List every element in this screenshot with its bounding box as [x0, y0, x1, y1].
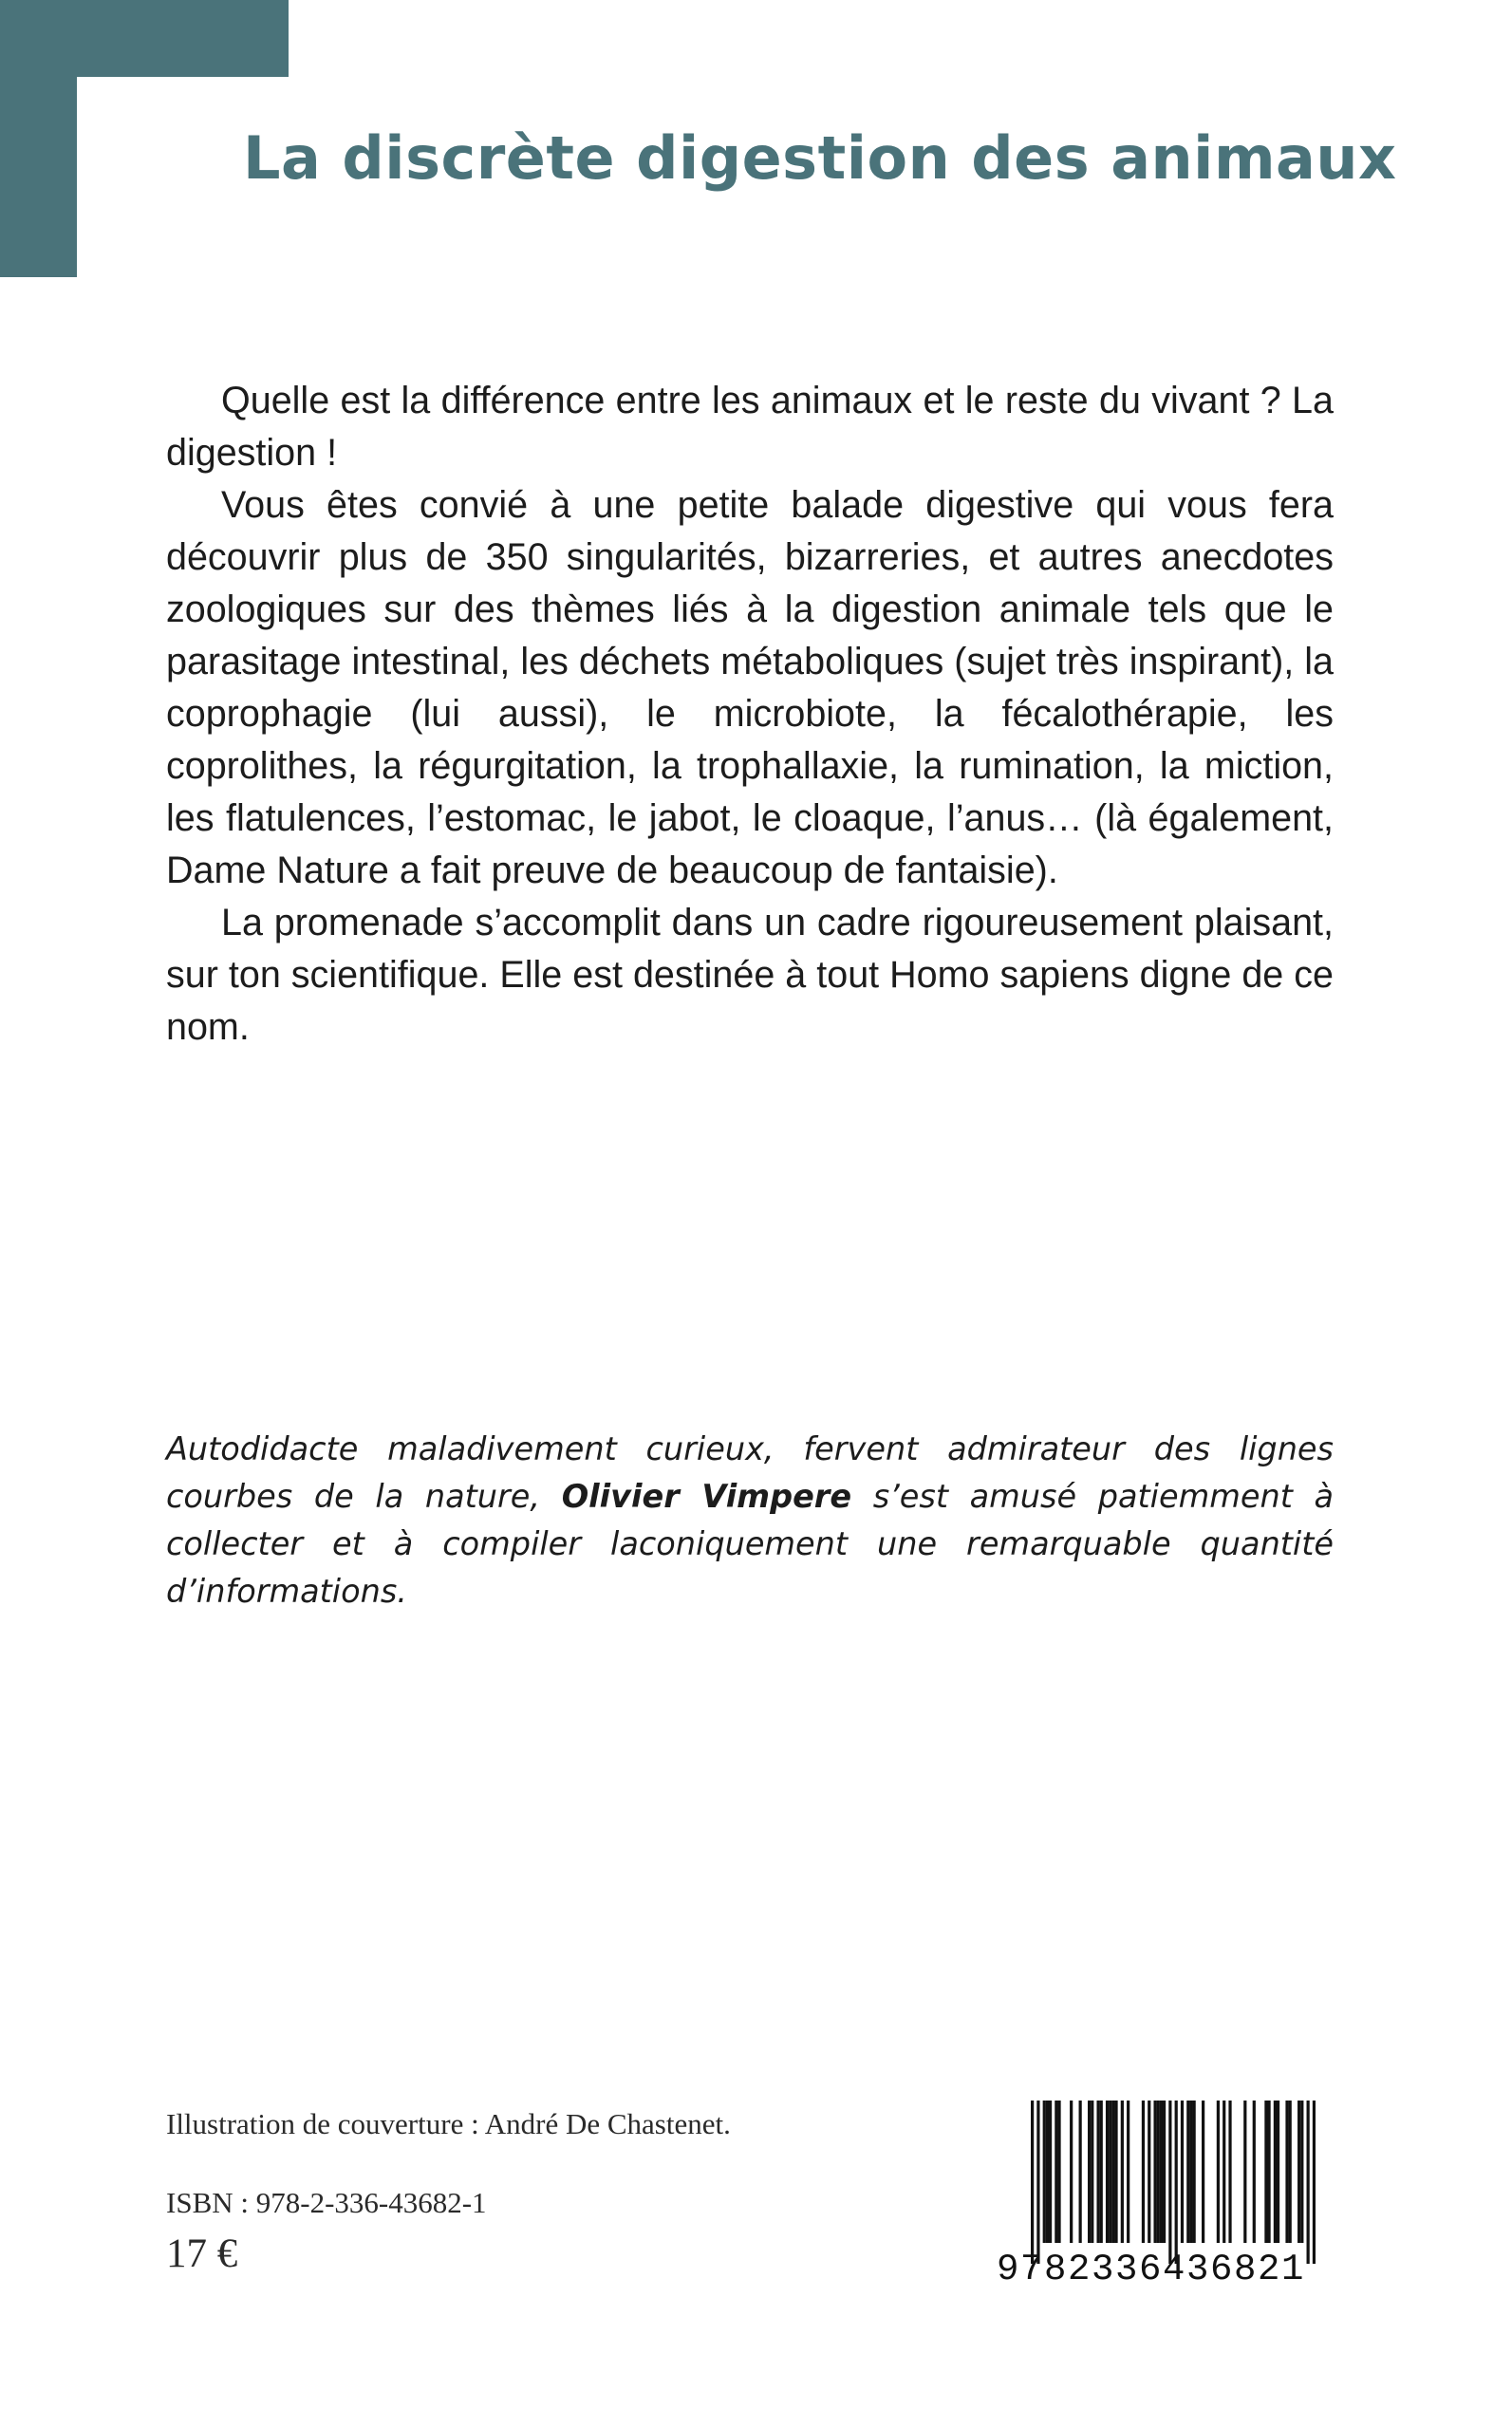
barcode-bar: [1313, 2101, 1316, 2264]
barcode-bar: [1043, 2101, 1046, 2243]
cover-accent-side: [0, 0, 77, 277]
author-name: Olivier Vimpere: [561, 1478, 852, 1515]
barcode-bar: [1096, 2101, 1099, 2243]
barcode-bar: [1267, 2101, 1270, 2243]
barcode-bar: [1031, 2101, 1034, 2264]
book-blurb: [166, 375, 1334, 1054]
book-title: La discrète digestion des animaux: [243, 123, 1397, 193]
barcode-bar: [1168, 2101, 1171, 2264]
barcode-bar: [1160, 2101, 1163, 2243]
barcode-bar: [1193, 2101, 1196, 2243]
barcode-bar: [1100, 2101, 1103, 2243]
barcode-bar: [1228, 2101, 1231, 2243]
barcode-bar: [1285, 2101, 1288, 2243]
barcode-bar: [1153, 2101, 1156, 2243]
barcode-bar: [1217, 2101, 1220, 2243]
barcode-bar: [1121, 2101, 1124, 2243]
barcode-bar: [1057, 2101, 1060, 2243]
author-bio: [166, 1426, 1334, 1615]
barcode: [997, 2101, 1343, 2290]
blurb-paragraph: La promenade s’accomplit dans un cadre rigoureusement plaisant, sur ton scientifique. Elle est destinée à tout Homo sapiens digne de ce nom.: [166, 902, 1334, 1048]
barcode-bar: [1189, 2101, 1192, 2243]
barcode-bar: [1307, 2101, 1310, 2264]
barcode-bar: [1157, 2101, 1160, 2243]
barcode-bar: [1070, 2101, 1073, 2243]
barcode-bar: [1175, 2101, 1178, 2264]
illustration-credit: Illustration de couverture : André De Chastenet.: [166, 2107, 731, 2140]
barcode-bar: [1253, 2101, 1256, 2243]
barcode-bar: [1142, 2101, 1145, 2243]
barcode-bar: [1049, 2101, 1052, 2243]
barcode-bar: [1223, 2101, 1225, 2243]
barcode-bar: [1297, 2101, 1300, 2243]
barcode-bar: [1036, 2101, 1039, 2264]
barcode-bar: [1091, 2101, 1093, 2243]
barcode-bar: [1264, 2101, 1267, 2243]
price: 17 €: [166, 2232, 238, 2276]
barcode-bar: [1186, 2101, 1189, 2243]
barcode-bar: [1181, 2101, 1184, 2243]
isbn: ISBN : 978-2-336-43682-1: [166, 2186, 487, 2219]
barcode-bar: [1277, 2101, 1279, 2243]
barcode-digits: 9782336436821: [997, 2249, 1306, 2290]
barcode-bar: [1088, 2101, 1091, 2243]
barcode-bar: [1163, 2101, 1166, 2243]
barcode-bar: [1148, 2101, 1150, 2243]
barcode-bar: [1111, 2101, 1114, 2243]
barcode-bar: [1055, 2101, 1057, 2243]
blurb-paragraph: Vous êtes convié à une petite balade digestive qui vous fera découvrir plus de 350 singularités, bizarreries, et autres anecdotes zoologiques sur des thèmes liés à la digestion animale tels que le parasitage intestinal, les déchets métaboliques (sujet très inspirant), la coprophagie (lui aussi), le microbiote, la fécalothérapie, les coprolithes, la régurgitation, la trophallaxie, la rumination, la miction, les flatulences, l’estomac, le jabot, le cloaque, l’anus… (là également, Dame Nature a fait preuve de beaucoup de fantaisie).: [166, 484, 1334, 891]
barcode-bar: [1243, 2101, 1246, 2243]
barcode-bars: [1031, 2101, 1316, 2264]
barcode-bar: [1109, 2101, 1111, 2243]
bio-text-after: s’est amusé patiemment à collecter et à compiler laconiquement une remarquable quantité d’informations.: [166, 1478, 1334, 1610]
barcode-bar: [1046, 2101, 1049, 2243]
barcode-bar: [1300, 2101, 1303, 2243]
barcode-bar: [1202, 2101, 1204, 2243]
barcode-bar: [1289, 2101, 1292, 2243]
barcode-bar: [1079, 2101, 1082, 2243]
blurb-paragraph: Quelle est la différence entre les animaux et le reste du vivant ? La digestion !: [166, 380, 1334, 474]
barcode-bar: [1127, 2101, 1129, 2243]
barcode-bar: [1114, 2101, 1117, 2243]
barcode-bar: [1106, 2101, 1109, 2243]
barcode-bar: [1274, 2101, 1277, 2243]
bio-text-before: Autodidacte maladivement curieux, fervent admirateur des lignes courbes de la nature,: [166, 1430, 1334, 1515]
